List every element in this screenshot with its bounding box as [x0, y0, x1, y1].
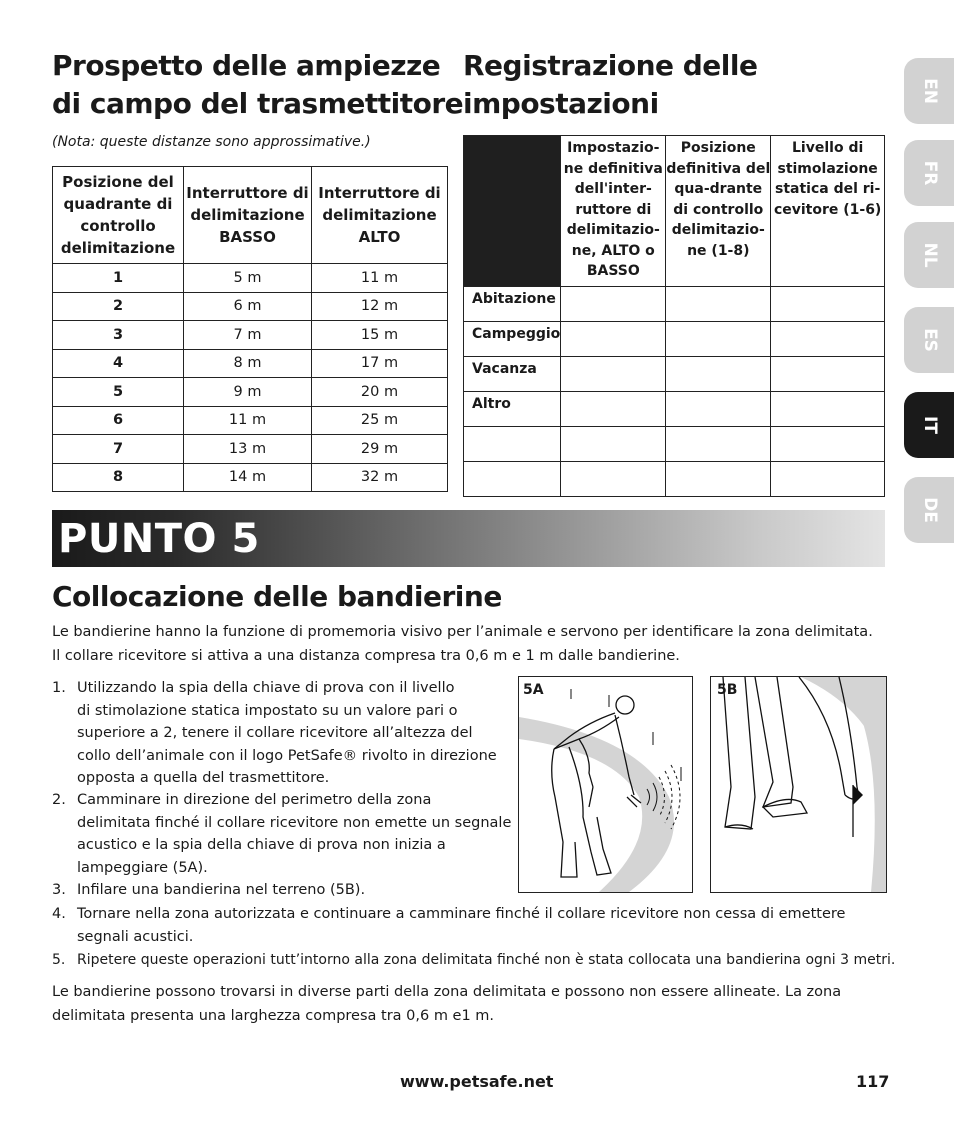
step-line: delimitata finché il collare ricevitore non emette un segnale	[77, 814, 512, 831]
closing-line: Le bandierine possono trovarsi in diverse parti della zona delimitata e possono non essere allineate. La zona	[52, 984, 842, 1000]
figure-5a	[518, 676, 693, 893]
page-number: 117	[856, 1072, 890, 1091]
step-text	[77, 677, 497, 790]
entry-cell[interactable]	[771, 392, 885, 427]
step-number: 5.	[52, 952, 66, 968]
table-cell: 8 m	[184, 349, 312, 378]
table-row	[53, 463, 448, 492]
step-text	[77, 879, 365, 902]
approx-note: (Nota: queste distanze sono approssimative.)	[52, 134, 371, 150]
step-line: segnali acustici.	[77, 928, 194, 945]
table-cell: 12 m	[312, 292, 448, 321]
table-cell: 5	[53, 378, 184, 407]
man-holding-collar-illustration	[519, 677, 692, 892]
entry-cell[interactable]	[561, 322, 666, 357]
entry-cell[interactable]	[666, 357, 771, 392]
entry-cell[interactable]	[666, 427, 771, 462]
tab-label: DE	[920, 497, 940, 523]
title-line: Registrazione delle	[463, 49, 758, 82]
title-line: Prospetto delle ampiezze	[52, 49, 441, 82]
table-cell: 15 m	[312, 321, 448, 350]
header-level: Livello di stimolazione statica del ri-cevitore (1-6)	[771, 136, 885, 287]
step-number: 1.	[52, 680, 66, 696]
tab-fr[interactable]	[904, 140, 954, 206]
table-cell: 9 m	[184, 378, 312, 407]
header-high: Interruttore di delimitazione ALTO	[312, 167, 448, 264]
table-cell: 17 m	[312, 349, 448, 378]
tab-de[interactable]	[904, 477, 954, 543]
table-cell: 4	[53, 349, 184, 378]
step-banner	[52, 510, 885, 567]
table-row	[464, 462, 885, 497]
step-text	[77, 949, 895, 972]
entry-cell[interactable]	[666, 322, 771, 357]
website-link[interactable]: www.petsafe.net	[400, 1072, 554, 1091]
entry-cell[interactable]	[771, 322, 885, 357]
table-cell: 14 m	[184, 463, 312, 492]
step-line: Infilare una bandierina nel terreno (5B).	[77, 882, 366, 898]
table-row	[464, 322, 885, 357]
step-line: Camminare in direzione del perimetro della zona	[77, 792, 432, 808]
closing-paragraph	[52, 980, 892, 1028]
entry-cell[interactable]	[666, 287, 771, 322]
table-row	[464, 357, 885, 392]
step-line: opposta a quella del trasmettitore.	[77, 770, 330, 786]
tab-label: FR	[920, 160, 940, 186]
entry-cell[interactable]	[561, 287, 666, 322]
tab-es[interactable]	[904, 307, 954, 373]
title-line: di campo del trasmettitore	[52, 87, 464, 120]
table-cell: 1	[53, 264, 184, 293]
step-line: Utilizzando la spia della chiave di prova con il livello	[77, 680, 455, 696]
tab-nl[interactable]	[904, 222, 954, 288]
step-text	[77, 903, 845, 948]
table-row	[464, 427, 885, 462]
flags-title: Collocazione delle bandierine	[52, 580, 502, 613]
tab-label: EN	[920, 78, 940, 104]
entry-cell[interactable]	[666, 392, 771, 427]
row-label	[464, 427, 561, 462]
range-chart-title	[52, 47, 463, 123]
table-row	[53, 435, 448, 464]
step-line: lampeggiare (5A).	[77, 859, 208, 876]
flag-insertion-illustration	[711, 677, 886, 892]
table-row	[53, 264, 448, 293]
table-cell: 20 m	[312, 378, 448, 407]
entry-cell[interactable]	[771, 287, 885, 322]
entry-cell[interactable]	[561, 427, 666, 462]
table-cell: 3	[53, 321, 184, 350]
header-switch: Impostazio-ne definitiva dell'inter-ruttore di delimitazio-ne, ALTO o BASSO	[561, 136, 666, 287]
table-cell: 13 m	[184, 435, 312, 464]
row-label: Campeggio	[464, 322, 561, 357]
step-number: 4.	[52, 906, 66, 922]
table-cell: 25 m	[312, 406, 448, 435]
table-row	[53, 378, 448, 407]
table-cell: 29 m	[312, 435, 448, 464]
banner-text: PUNTO 5	[58, 516, 260, 562]
step-line: collo dell’animale con il logo PetSafe® rivolto in direzione	[77, 747, 497, 764]
table-row	[53, 349, 448, 378]
table-cell: 5 m	[184, 264, 312, 293]
header-dial: Posizione del quadrante di controllo delimitazione	[53, 167, 184, 264]
settings-record-title	[463, 47, 757, 123]
row-label	[464, 462, 561, 497]
step-line: Ripetere queste operazioni tutt’intorno alla zona delimitata finché non è stata collocata una bandierina ogni 3 metri.	[77, 952, 896, 968]
row-label: Vacanza	[464, 357, 561, 392]
intro-line: Le bandierine hanno la funzione di promemoria visivo per l’animale e servono per identificare la zona delimitata.	[52, 624, 873, 640]
row-label: Abitazione	[464, 287, 561, 322]
step-line: Tornare nella zona autorizzata e continuare a camminare finché il collare ricevitore non cessa di emettere	[77, 906, 846, 922]
row-label: Altro	[464, 392, 561, 427]
table-row	[464, 392, 885, 427]
tab-label: NL	[920, 242, 940, 268]
step-line: acustico e la spia della chiave di prova non inizia a	[77, 837, 446, 853]
figure-label: 5A	[523, 682, 544, 698]
range-table	[52, 166, 448, 492]
table-cell: 7	[53, 435, 184, 464]
header-blank	[464, 136, 561, 287]
table-cell: 8	[53, 463, 184, 492]
table-row	[464, 287, 885, 322]
entry-cell[interactable]	[771, 427, 885, 462]
intro-line: Il collare ricevitore si attiva a una distanza compresa tra 0,6 m e 1 m dalle bandierine.	[52, 648, 680, 664]
title-line: impostazioni	[463, 87, 659, 120]
table-cell: 6	[53, 406, 184, 435]
tab-label: IT	[920, 416, 940, 434]
header-dial: Posizione definitiva del qua-drante di controllo delimitazio-ne (1-8)	[666, 136, 771, 287]
table-cell: 7 m	[184, 321, 312, 350]
intro-paragraph	[52, 620, 892, 668]
table-cell: 11 m	[312, 264, 448, 293]
entry-cell[interactable]	[771, 357, 885, 392]
entry-cell[interactable]	[561, 357, 666, 392]
table-row	[53, 292, 448, 321]
tab-label: ES	[920, 328, 940, 352]
step-number: 3.	[52, 882, 66, 898]
entry-cell[interactable]	[561, 462, 666, 497]
entry-cell[interactable]	[561, 392, 666, 427]
step-line: superiore a 2, tenere il collare ricevitore all’altezza del	[77, 725, 473, 741]
tab-it[interactable]	[904, 392, 954, 458]
step-text	[77, 789, 511, 879]
entry-cell[interactable]	[771, 462, 885, 497]
closing-line: delimitata presenta una larghezza compresa tra 0,6 m e1 m.	[52, 1008, 495, 1024]
figure-label: 5B	[717, 682, 738, 698]
table-cell: 32 m	[312, 463, 448, 492]
settings-table	[463, 135, 885, 497]
step-number: 2.	[52, 792, 66, 808]
table-row	[53, 321, 448, 350]
table-cell: 2	[53, 292, 184, 321]
header-low: Interruttore di delimitazione BASSO	[184, 167, 312, 264]
entry-cell[interactable]	[666, 462, 771, 497]
tab-en[interactable]	[904, 58, 954, 124]
table-row	[53, 406, 448, 435]
table-cell: 6 m	[184, 292, 312, 321]
step-line: di stimolazione statica impostato su un valore pari o	[77, 702, 458, 719]
figure-5b	[710, 676, 887, 893]
table-cell: 11 m	[184, 406, 312, 435]
